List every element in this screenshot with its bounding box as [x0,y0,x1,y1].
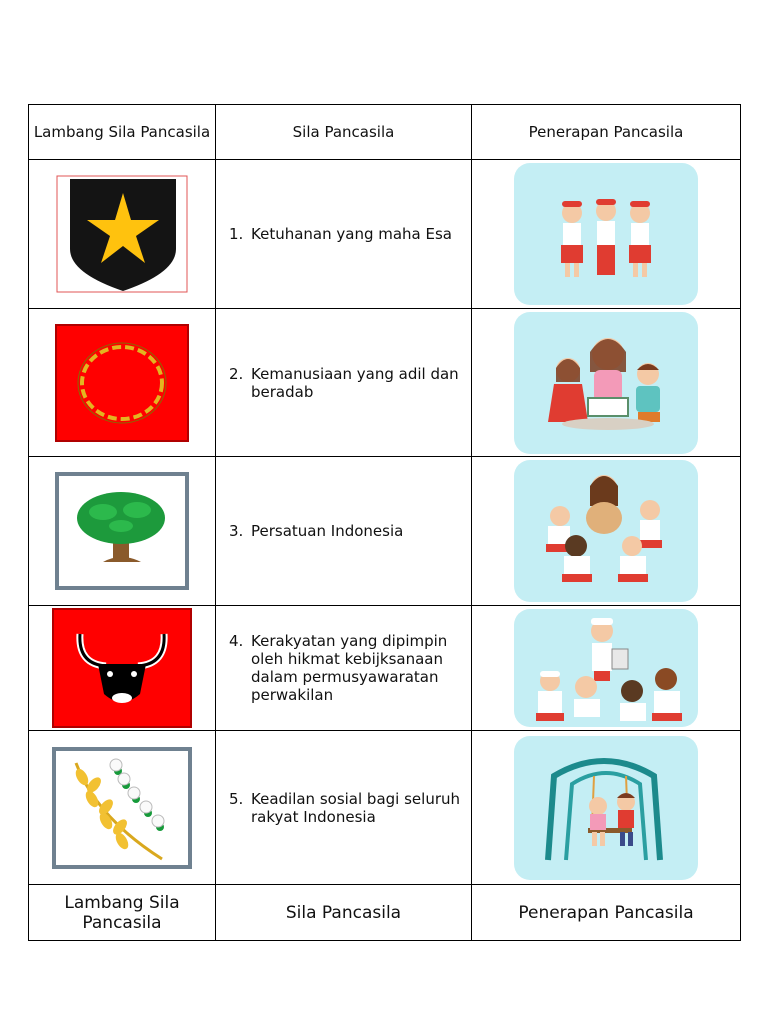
sila-text: Keadilan sosial bagi seluruh rakyat Indonesia [251,789,461,826]
sila-number: 1. [229,225,244,243]
header-symbol: Lambang Sila Pancasila [29,105,216,160]
sila-text: Ketuhanan yang maha Esa [251,225,452,243]
sila-number: 5. [229,789,244,808]
table-row [29,731,741,885]
table-footer-row [29,885,741,941]
table-row [29,160,741,309]
mother-reading-illustration [514,312,698,454]
sila-number: 2. [229,364,244,383]
chain-icon [55,324,189,442]
table-row [29,606,741,731]
swing-playground-illustration [514,736,698,880]
sila-number: 3. [229,522,244,540]
star-shield-icon [56,175,188,293]
sila-text: Persatuan Indonesia [251,522,404,540]
rice-cotton-icon [52,747,192,869]
sila-number: 4. [229,632,244,650]
sila-text: Kerakyatan yang dipimpin oleh hikmat kebijksanaan dalam permusyawaratan perwakilan [251,632,448,704]
table-row [29,457,741,606]
header-application: Penerapan Pancasila [472,105,741,160]
table-row [29,309,741,457]
pancasila-table [28,104,741,941]
sila-text: Kemanusiaan yang adil dan beradab [251,364,459,401]
bull-head-icon [52,608,192,728]
sitting-circle-illustration [514,460,698,602]
footer-symbol: Lambang Sila Pancasila [29,885,216,941]
footer-sila: Sila Pancasila [216,885,472,941]
footer-application: Penerapan Pancasila [472,885,741,941]
saluting-students-illustration [514,163,698,305]
classroom-discussion-illustration [514,609,698,727]
header-sila: Sila Pancasila [216,105,472,160]
banyan-tree-icon [55,472,189,590]
table-header-row [29,105,741,160]
